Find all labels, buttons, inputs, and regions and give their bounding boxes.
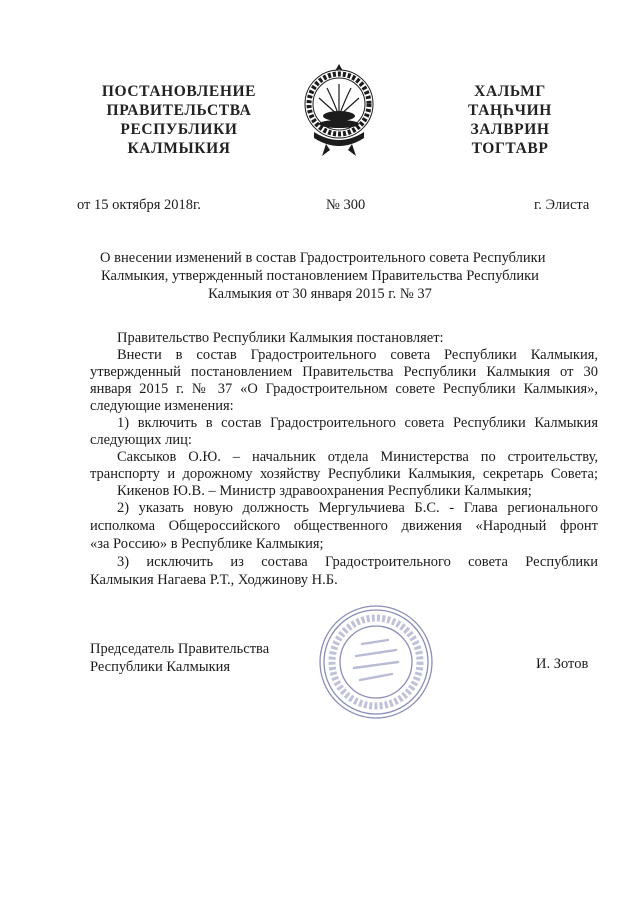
person-1-line: Саксыков О.Ю. – начальник отдела Министерства по строительству,	[117, 449, 598, 465]
header-russian-line: ПОСТАНОВЛЕНИЕ	[101, 83, 257, 100]
header-kalmyk-line: ХАЛЬМГ	[474, 83, 546, 100]
signer-name: И. Зотов	[536, 656, 589, 672]
official-stamp-icon	[314, 604, 438, 720]
item-3-line: 3) исключить из состава Градостроительного совета Республики	[117, 554, 598, 570]
item-1-line: 1) включить в состав Градостроительного совета Республики Калмыкия	[117, 415, 598, 431]
header-kalmyk-line: ЗАЛВРИН	[470, 121, 550, 138]
header-kalmyk-line: ТАҢҺЧИН	[468, 102, 552, 119]
intro-line: января 2015 г. № 37 «О Градостроительном совете Республики Калмыкия»,	[90, 381, 598, 397]
title-line: Калмыкия, утвержденный постановлением Правительства Республики	[101, 268, 539, 284]
title-line: Калмыкия от 30 января 2015 г. № 37	[208, 286, 432, 302]
header-russian-line: РЕСПУБЛИКИ	[120, 121, 238, 138]
signature-position-line: Республики Калмыкия	[90, 659, 231, 675]
header-russian	[84, 82, 274, 158]
person-2-line: Кикенов Ю.В. – Министр здравоохранения Республики Калмыкия;	[117, 483, 532, 499]
title-line: О внесении изменений в состав Градостроительного совета Республики	[100, 250, 546, 266]
decree-date: от 15 октября 2018г.	[77, 197, 201, 213]
header-kalmyk-line: ТОГТАВР	[471, 140, 549, 157]
item-2-line: «за Россию» в Республике Калмыкия;	[90, 536, 324, 552]
item-2-line: исполкома Общероссийского общественного движения «Народный фронт	[90, 518, 598, 534]
intro-line: утвержденный постановлением Правительства Республики Калмыкия от 30	[90, 364, 598, 380]
decree-city: г. Элиста	[534, 197, 590, 213]
header-russian-line: КАЛМЫКИЯ	[127, 140, 231, 157]
item-1-line: следующих лиц:	[90, 432, 192, 448]
header-russian-line: ПРАВИТЕЛЬСТВА	[106, 102, 252, 119]
item-2-line: 2) указать новую должность Мергульчиева Б.С. - Глава регионального	[117, 500, 598, 516]
decree-statement: Правительство Республики Калмыкия постановляет:	[117, 330, 444, 346]
item-3-line: Калмыкия Нагаева Р.Т., Ходжинову Н.Б.	[90, 572, 338, 588]
decree-number: № 300	[326, 197, 366, 213]
intro-line: Внести в состав Градостроительного совета Республики Калмыкия,	[117, 347, 598, 363]
signature-position-line: Председатель Правительства	[90, 641, 270, 657]
person-1-line: транспорту и дорожному хозяйству Республики Калмыкия, секретарь Совета;	[90, 466, 598, 482]
kalmykia-emblem-icon	[304, 62, 374, 158]
intro-line: следующие изменения:	[90, 398, 234, 414]
header-kalmyk	[440, 82, 580, 158]
document-title	[100, 249, 546, 303]
